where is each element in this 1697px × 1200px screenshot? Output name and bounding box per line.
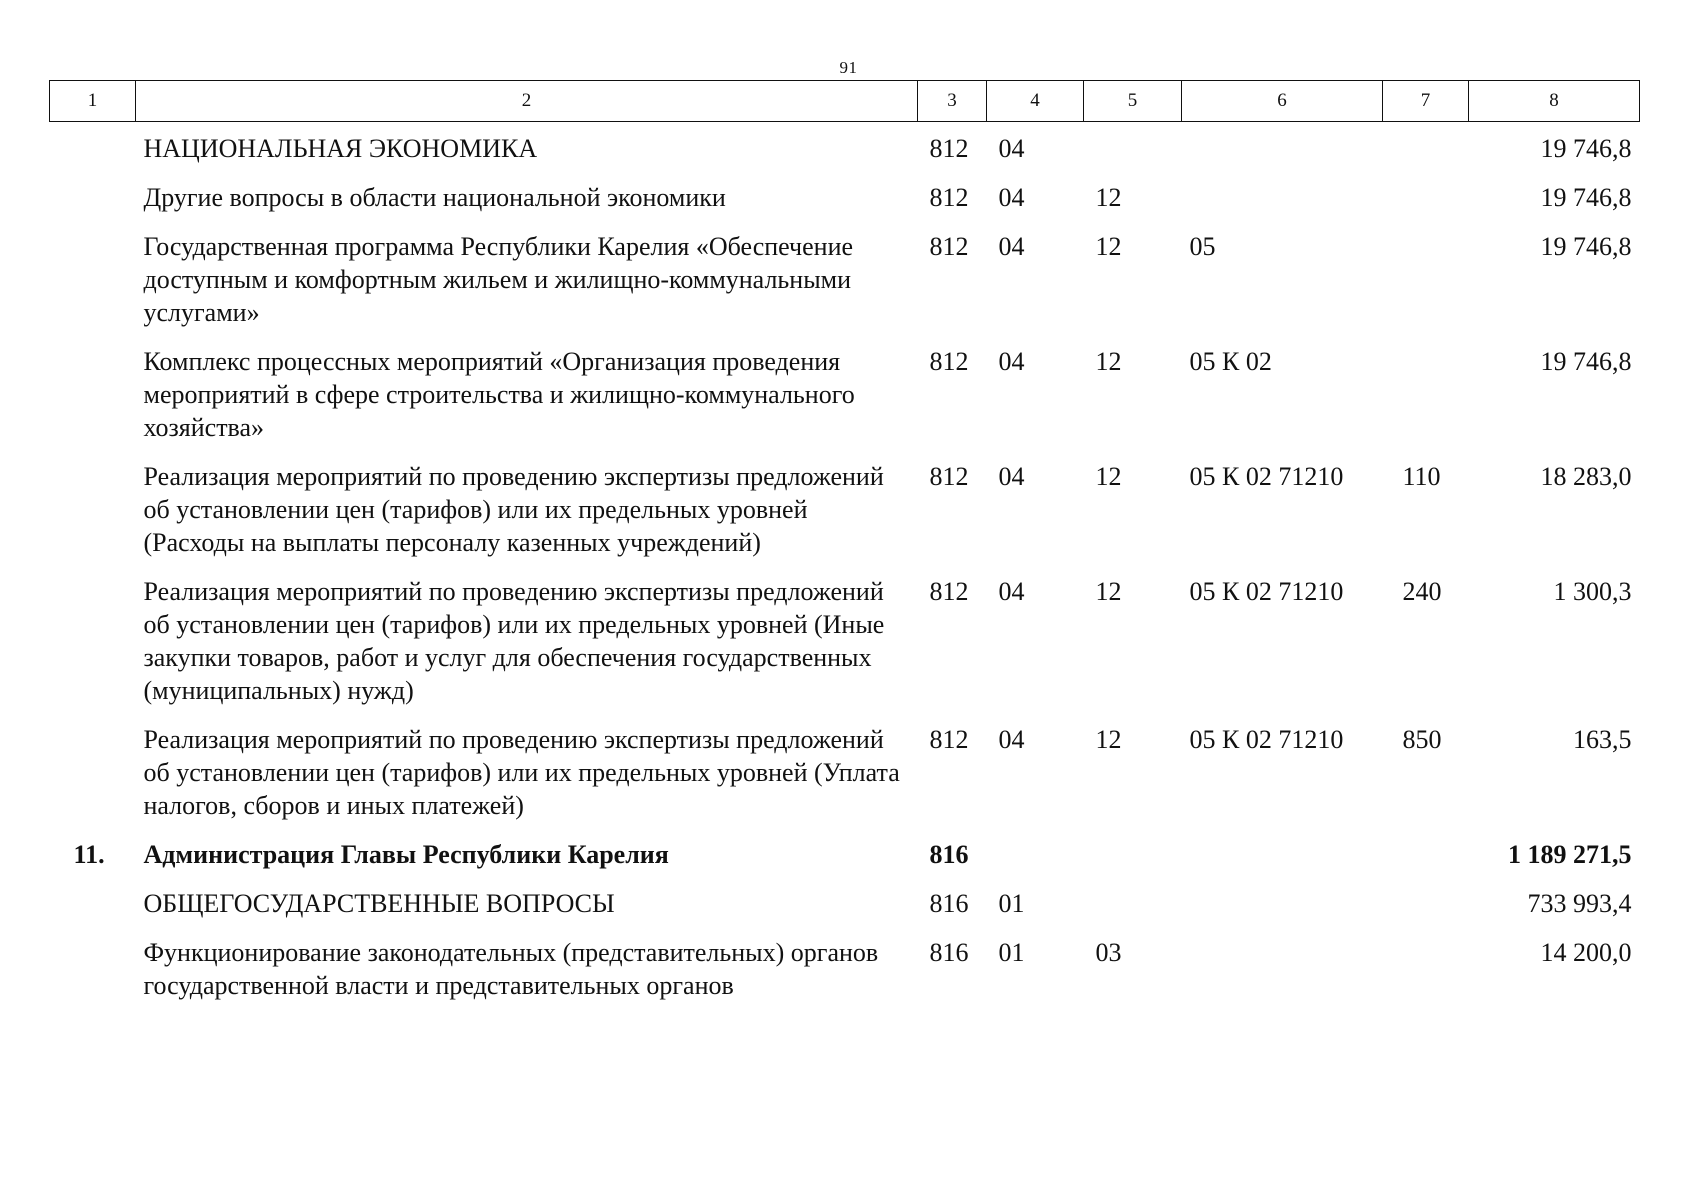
row-name: Государственная программа Республики Карелия «Обеспечение доступным и комфортным жильем и жилищно-коммунальными услугами» xyxy=(143,232,854,327)
row-code-4 xyxy=(987,838,1084,887)
row-name: Реализация мероприятий по проведению экспертизы предложений об установлении цен (тарифов) или их предельных уровней (Уплата налогов, сборов и иных платежей) xyxy=(143,725,900,820)
page-number: 91 xyxy=(839,58,858,77)
row-code-6: 05 К 02 71210 xyxy=(1189,725,1344,754)
row-amount: 19 746,8 xyxy=(1540,183,1632,212)
row-code-4: 04 xyxy=(998,134,1025,163)
row-code-4: 04 xyxy=(998,232,1025,261)
table-row xyxy=(50,122,1640,182)
row-amount: 19 746,8 xyxy=(1540,134,1632,163)
row-code-7 xyxy=(1383,838,1469,887)
row-code-5: 12 xyxy=(1095,232,1122,261)
row-code-6 xyxy=(1182,181,1383,230)
row-number xyxy=(50,936,136,1018)
row-code-5: 12 xyxy=(1095,725,1122,754)
row-code-7 xyxy=(1383,936,1469,1018)
row-code-5 xyxy=(1084,838,1182,887)
row-code-4: 04 xyxy=(998,183,1025,212)
row-number xyxy=(50,230,136,345)
row-code-3: 812 xyxy=(929,134,969,163)
row-code-3: 812 xyxy=(929,577,969,606)
column-header-7: 7 xyxy=(1383,81,1469,122)
row-code-7 xyxy=(1383,345,1469,460)
row-code-6 xyxy=(1182,887,1383,936)
table-row xyxy=(50,838,1640,887)
row-number xyxy=(50,723,136,838)
row-code-4: 01 xyxy=(998,889,1025,918)
row-code-6: 05 К 02 71210 xyxy=(1189,462,1344,491)
row-code-7 xyxy=(1383,887,1469,936)
row-code-5: 12 xyxy=(1095,183,1122,212)
table-row xyxy=(50,575,1640,723)
row-code-7 xyxy=(1383,181,1469,230)
row-code-6: 05 xyxy=(1189,232,1216,261)
table-row xyxy=(50,936,1640,1018)
row-name: Реализация мероприятий по проведению экспертизы предложений об установлении цен (тарифов) или их предельных уровней (Расходы на выплаты персоналу казенных учреждений) xyxy=(143,462,884,557)
row-code-4: 04 xyxy=(998,725,1025,754)
budget-table xyxy=(49,80,1640,1018)
row-code-5: 03 xyxy=(1095,938,1122,967)
table-row xyxy=(50,345,1640,460)
row-code-3: 812 xyxy=(929,232,969,261)
row-code-5 xyxy=(1084,122,1182,182)
row-number xyxy=(50,887,136,936)
row-name: Администрация Главы Республики Карелия xyxy=(143,840,669,869)
row-code-6 xyxy=(1182,936,1383,1018)
row-code-7 xyxy=(1383,122,1469,182)
row-name: Другие вопросы в области национальной экономики xyxy=(143,183,726,212)
table-header-row xyxy=(50,81,1640,122)
column-header-2: 2 xyxy=(136,81,918,122)
row-code-7: 110 xyxy=(1402,462,1441,491)
row-number: 11. xyxy=(73,840,105,869)
row-code-5 xyxy=(1084,887,1182,936)
row-code-7: 850 xyxy=(1402,725,1442,754)
row-name: Реализация мероприятий по проведению экспертизы предложений об установлении цен (тарифов) или их предельных уровней (Иные закупки товаров, работ и услуг для обеспечения государственных (муниципальных) нужд) xyxy=(143,577,885,705)
row-code-6 xyxy=(1182,122,1383,182)
row-code-5: 12 xyxy=(1095,347,1122,376)
row-name: Функционирование законодательных (представительных) органов государственной власти и представительных органов xyxy=(143,938,879,1000)
row-number xyxy=(50,460,136,575)
row-amount: 18 283,0 xyxy=(1540,462,1632,491)
row-code-6 xyxy=(1182,838,1383,887)
row-code-7: 240 xyxy=(1402,577,1442,606)
row-code-4: 04 xyxy=(998,347,1025,376)
row-code-4: 01 xyxy=(998,938,1025,967)
row-code-6: 05 К 02 71210 xyxy=(1189,577,1344,606)
table-row xyxy=(50,723,1640,838)
row-amount: 14 200,0 xyxy=(1540,938,1632,967)
table-row xyxy=(50,887,1640,936)
row-number xyxy=(50,181,136,230)
row-code-3: 812 xyxy=(929,347,969,376)
row-code-3: 816 xyxy=(929,840,969,869)
row-code-6: 05 К 02 xyxy=(1189,347,1272,376)
row-name: ОБЩЕГОСУДАРСТВЕННЫЕ ВОПРОСЫ xyxy=(143,889,615,918)
row-amount: 19 746,8 xyxy=(1540,232,1632,261)
row-code-4: 04 xyxy=(998,462,1025,491)
row-number xyxy=(50,122,136,182)
table-row xyxy=(50,181,1640,230)
row-amount: 163,5 xyxy=(1573,725,1632,754)
row-code-4: 04 xyxy=(998,577,1025,606)
row-amount: 1 189 271,5 xyxy=(1508,840,1632,869)
row-code-5: 12 xyxy=(1095,462,1122,491)
row-code-5: 12 xyxy=(1095,577,1122,606)
row-code-3: 816 xyxy=(929,889,969,918)
row-number xyxy=(50,345,136,460)
table-row xyxy=(50,230,1640,345)
row-number xyxy=(50,575,136,723)
row-code-7 xyxy=(1383,230,1469,345)
column-header-6: 6 xyxy=(1182,81,1383,122)
table-body xyxy=(50,122,1640,1019)
row-name: НАЦИОНАЛЬНАЯ ЭКОНОМИКА xyxy=(143,134,538,163)
column-header-1: 1 xyxy=(50,81,136,122)
row-code-3: 812 xyxy=(929,183,969,212)
row-amount: 733 993,4 xyxy=(1527,889,1632,918)
row-name: Комплекс процессных мероприятий «Организация проведения мероприятий в сфере строительства и жилищно-коммунального хозяйства» xyxy=(143,347,855,442)
table-row xyxy=(50,460,1640,575)
column-header-8: 8 xyxy=(1469,81,1640,122)
column-header-4: 4 xyxy=(987,81,1084,122)
row-code-3: 816 xyxy=(929,938,969,967)
column-header-5: 5 xyxy=(1084,81,1182,122)
row-amount: 19 746,8 xyxy=(1540,347,1632,376)
row-code-3: 812 xyxy=(929,725,969,754)
row-amount: 1 300,3 xyxy=(1553,577,1632,606)
row-code-3: 812 xyxy=(929,462,969,491)
column-header-3: 3 xyxy=(918,81,987,122)
